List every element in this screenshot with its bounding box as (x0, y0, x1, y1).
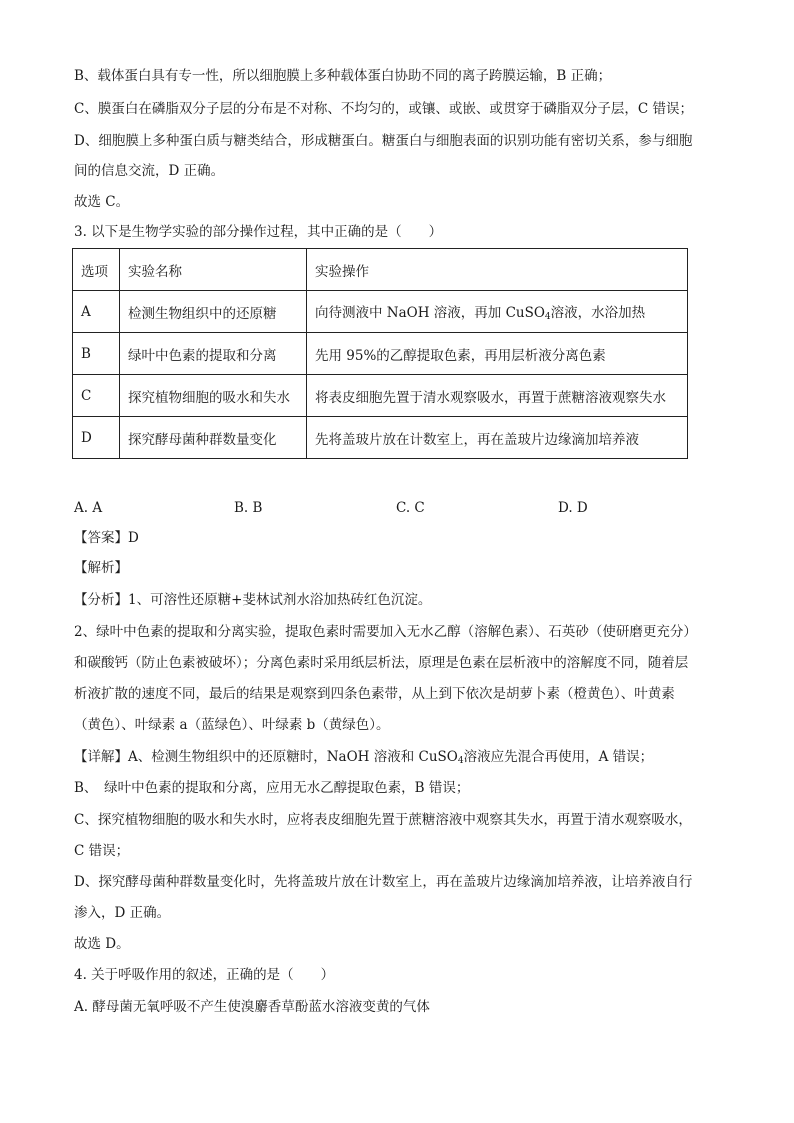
detail-line-1 (74, 747, 653, 771)
analysis-line-1: 【分析】1、可溶性还原糖+斐林试剂水浴加热砖红色沉淀。 (74, 592, 432, 608)
table-header-row (73, 249, 688, 291)
explanation-line-b: B、载体蛋白具有专一性，所以细胞膜上多种载体蛋白协助不同的离子跨膜运输，B 正确； (74, 68, 612, 84)
header-experiment-name: 实验名称 (120, 249, 307, 291)
question-3-stem: 3. 以下是生物学实验的部分操作过程，其中正确的是（ ） (74, 224, 443, 240)
analysis-line-5: （黄色）、叶绿素 a（蓝绿色）、叶绿素 b（黄绿色）。 (74, 717, 390, 733)
table-row (73, 333, 688, 375)
choice-result-c: 故选 C。 (74, 194, 130, 210)
question-4-option-a: A. 酵母菌无氧呼吸不产生使溴麝香草酚蓝水溶液变黄的气体 (74, 999, 430, 1015)
row-option: A (73, 291, 120, 333)
row-name: 检测生物组织中的还原糖 (120, 291, 307, 333)
row-operation: 先将盖玻片放在计数室上，再在盖玻片边缘滴加培养液 (307, 417, 688, 459)
option-c: C. C (396, 500, 425, 516)
choice-result-d: 故选 D。 (74, 936, 130, 952)
operation-text: 向待测液中 NaOH 溶液，再加 CuSO (315, 305, 545, 321)
row-operation (307, 291, 688, 333)
explanation-line-c: C、膜蛋白在磷脂双分子层的分布是不对称、不均匀的，或镶、或嵌、或贯穿于磷脂双分子层，C 错误； (74, 101, 693, 117)
option-b: B. B (234, 500, 263, 516)
row-option: D (73, 417, 120, 459)
analysis-line-2: 2、绿叶中色素的提取和分离实验，提取色素时需要加入无水乙醇（溶解色素）、石英砂（使研磨更充分） (74, 624, 697, 640)
detail-text: 【详解】A、检测生物组织中的还原糖时，NaOH 溶液和 CuSO (74, 749, 458, 765)
detail-text-tail: 溶液应先混合再使用，A 错误； (463, 749, 654, 765)
table-row (73, 417, 688, 459)
row-name: 探究植物细胞的吸水和失水 (120, 375, 307, 417)
analysis-line-3: 和碳酸钙（防止色素被破坏）；分离色素时采用纸层析法，原理是色素在层析液中的溶解度不同，随着层 (74, 655, 689, 671)
detail-line-3: C、探究植物细胞的吸水和失水时，应将表皮细胞先置于蔗糖溶液中观察其失水，再置于清水观察吸水， (74, 812, 692, 828)
row-option: C (73, 375, 120, 417)
header-option: 选项 (73, 249, 120, 291)
row-name: 探究酵母菌种群数量变化 (120, 417, 307, 459)
analysis-heading: 【解析】 (74, 560, 128, 576)
detail-subscript: 4 (457, 756, 464, 766)
question-4-stem: 4. 关于呼吸作用的叙述，正确的是（ ） (74, 967, 335, 983)
detail-line-2: B、 绿叶中色素的提取和分离，应用无水乙醇提取色素，B 错误； (74, 780, 470, 796)
detail-line-5: D、探究酵母菌种群数量变化时，先将盖玻片放在计数室上，再在盖玻片边缘滴加培养液，让培养液自行 (74, 874, 693, 890)
analysis-line-4: 析液扩散的速度不同，最后的结果是观察到四条色素带，从上到下依次是胡萝卜素（橙黄色）、叶黄素 (74, 686, 675, 702)
option-d: D. D (558, 500, 588, 516)
explanation-line-d2: 间的信息交流，D 正确。 (74, 163, 225, 179)
table-row (73, 375, 688, 417)
explanation-line-d1: D、细胞膜上多种蛋白质与糖类结合，形成糖蛋白。糖蛋白与细胞表面的识别功能有密切关系，参与细胞 (74, 133, 693, 149)
detail-line-4: C 错误； (74, 843, 130, 859)
answer-line: 【答案】D (74, 530, 139, 546)
table-row (73, 291, 688, 333)
operation-text-tail: 溶液，水浴加热 (550, 305, 646, 321)
header-experiment-operation: 实验操作 (307, 249, 688, 291)
row-operation: 将表皮细胞先置于清水观察吸水，再置于蔗糖溶液观察失水 (307, 375, 688, 417)
row-name: 绿叶中色素的提取和分离 (120, 333, 307, 375)
operation-subscript: 4 (544, 312, 551, 322)
row-option: B (73, 333, 120, 375)
experiment-table (72, 248, 688, 459)
detail-line-6: 渗入，D 正确。 (74, 905, 171, 921)
row-operation: 先用 95%的乙醇提取色素，再用层析液分离色素 (307, 333, 688, 375)
option-a: A. A (74, 500, 103, 516)
